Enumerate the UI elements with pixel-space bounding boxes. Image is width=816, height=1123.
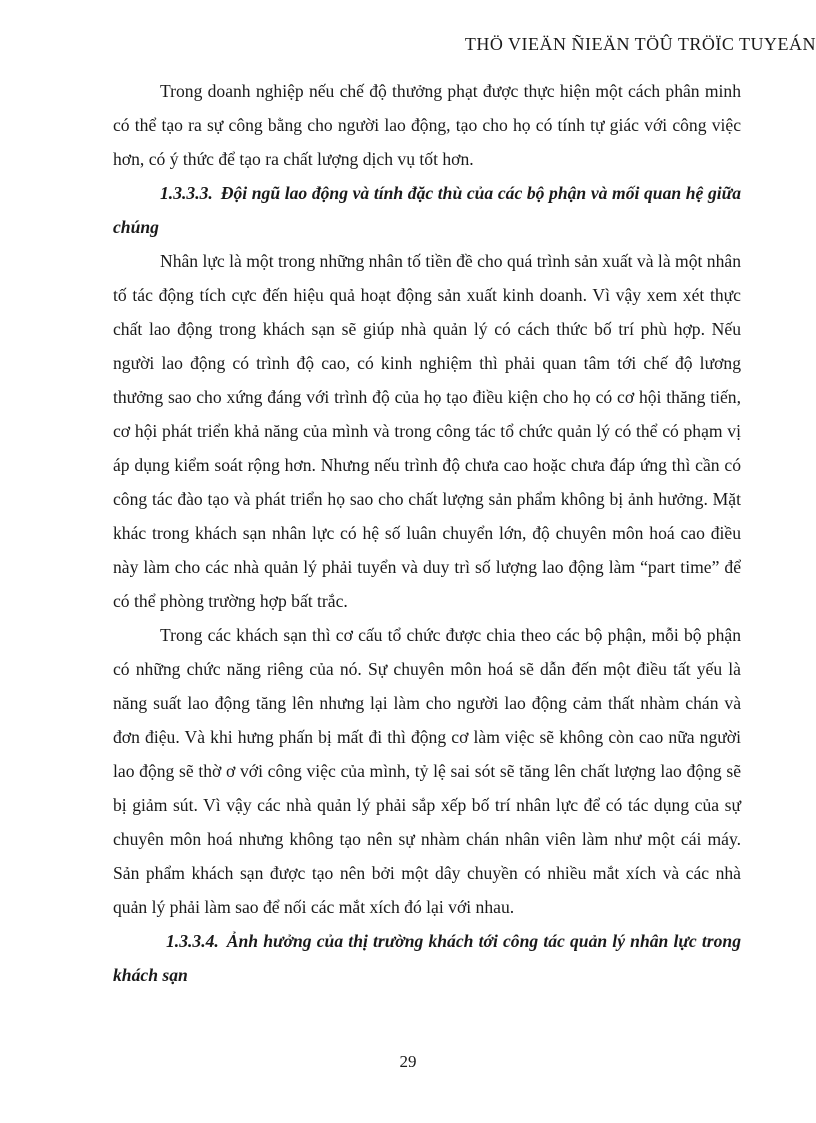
paragraph-human-resources: Nhân lực là một trong những nhân tố tiền đề cho quá trình sản xuất và là một nhân tố tác động tích cực đến hiệu quả hoạt động sản xuất kinh doanh. Vì vậy xem xét thực chất lao động trong khách sạn sẽ giúp nhà quản lý có cách thức bố trí phù hợp. Nếu người lao động có trình độ cao, có kinh nghiệm thì phải quan tâm tới chế độ lương thưởng sao cho xứng đáng với trình độ của họ tạo điều kiện cho họ có cơ hội thăng tiến, cơ hội phát triển khả năng của mình và trong công tác tổ chức quản lý có thể có phạm vị áp dụng kiểm soát rộng hơn. Nhưng nếu trình độ chưa cao hoặc chưa đáp ứng thì cần có công tác đào tạo và phát triển họ sao cho chất lượng sản phẩm không bị ảnh hưởng. Mặt khác trong khách sạn nhân lực có hệ số luân chuyển lớn, độ chuyên môn hoá cao điều này làm cho các nhà quản lý phải tuyển và duy trì số lượng lao động làm “part time” để có thể phòng trường hợp bất trắc.	[113, 251, 741, 611]
section-title: Đội ngũ lao động và tính đặc thù của các bộ phận và mối quan hệ giữa chúng	[113, 183, 741, 237]
section-title: Ảnh hưởng của thị trường khách tới công tác quản lý nhân lực trong khách sạn	[113, 931, 741, 985]
page-number: 29	[399, 1052, 417, 1071]
section-number: 1.3.3.4.	[166, 931, 219, 951]
section-number: 1.3.3.3.	[160, 183, 213, 203]
section-heading-1-3-3-4	[113, 924, 741, 992]
paragraph-reward-policy: Trong doanh nghiệp nếu chế độ thưởng phạt được thực hiện một cách phân minh có thể tạo ra sự công bằng cho người lao động, tạo cho họ có tính tự giác với công việc hơn, có ý thức để tạo ra chất lượng dịch vụ tốt hơn.	[113, 81, 741, 169]
document-body	[113, 74, 741, 992]
page-header: THÖ VIEÄN ÑIEÄN TÖÛ TRÖÏC TUYEÁN	[464, 34, 816, 54]
section-heading-1-3-3-3	[113, 176, 741, 244]
paragraph-organization-structure: Trong các khách sạn thì cơ cấu tổ chức được chia theo các bộ phận, mỗi bộ phận có những chức năng riêng của nó. Sự chuyên môn hoá sẽ dẫn đến một điều tất yếu là năng suất lao động tăng lên nhưng lại làm cho người lao động cảm thất nhàm chán và đơn điệu. Và khi hưng phấn bị mất đi thì động cơ làm việc sẽ không còn cao nữa người lao động sẽ thờ ơ với công việc của mình, tỷ lệ sai sót sẽ tăng lên chất lượng lao động sẽ bị giảm sút. Vì vậy các nhà quản lý phải sắp xếp bố trí nhân lực để có tác dụng của sự chuyên môn hoá nhưng không tạo nên sự nhàm chán nhân viên làm như một cái máy. Sản phẩm khách sạn được tạo nên bởi một dây chuyền có nhiều mắt xích và các nhà quản lý phải làm sao để nối các mắt xích đó lại với nhau.	[113, 625, 741, 917]
